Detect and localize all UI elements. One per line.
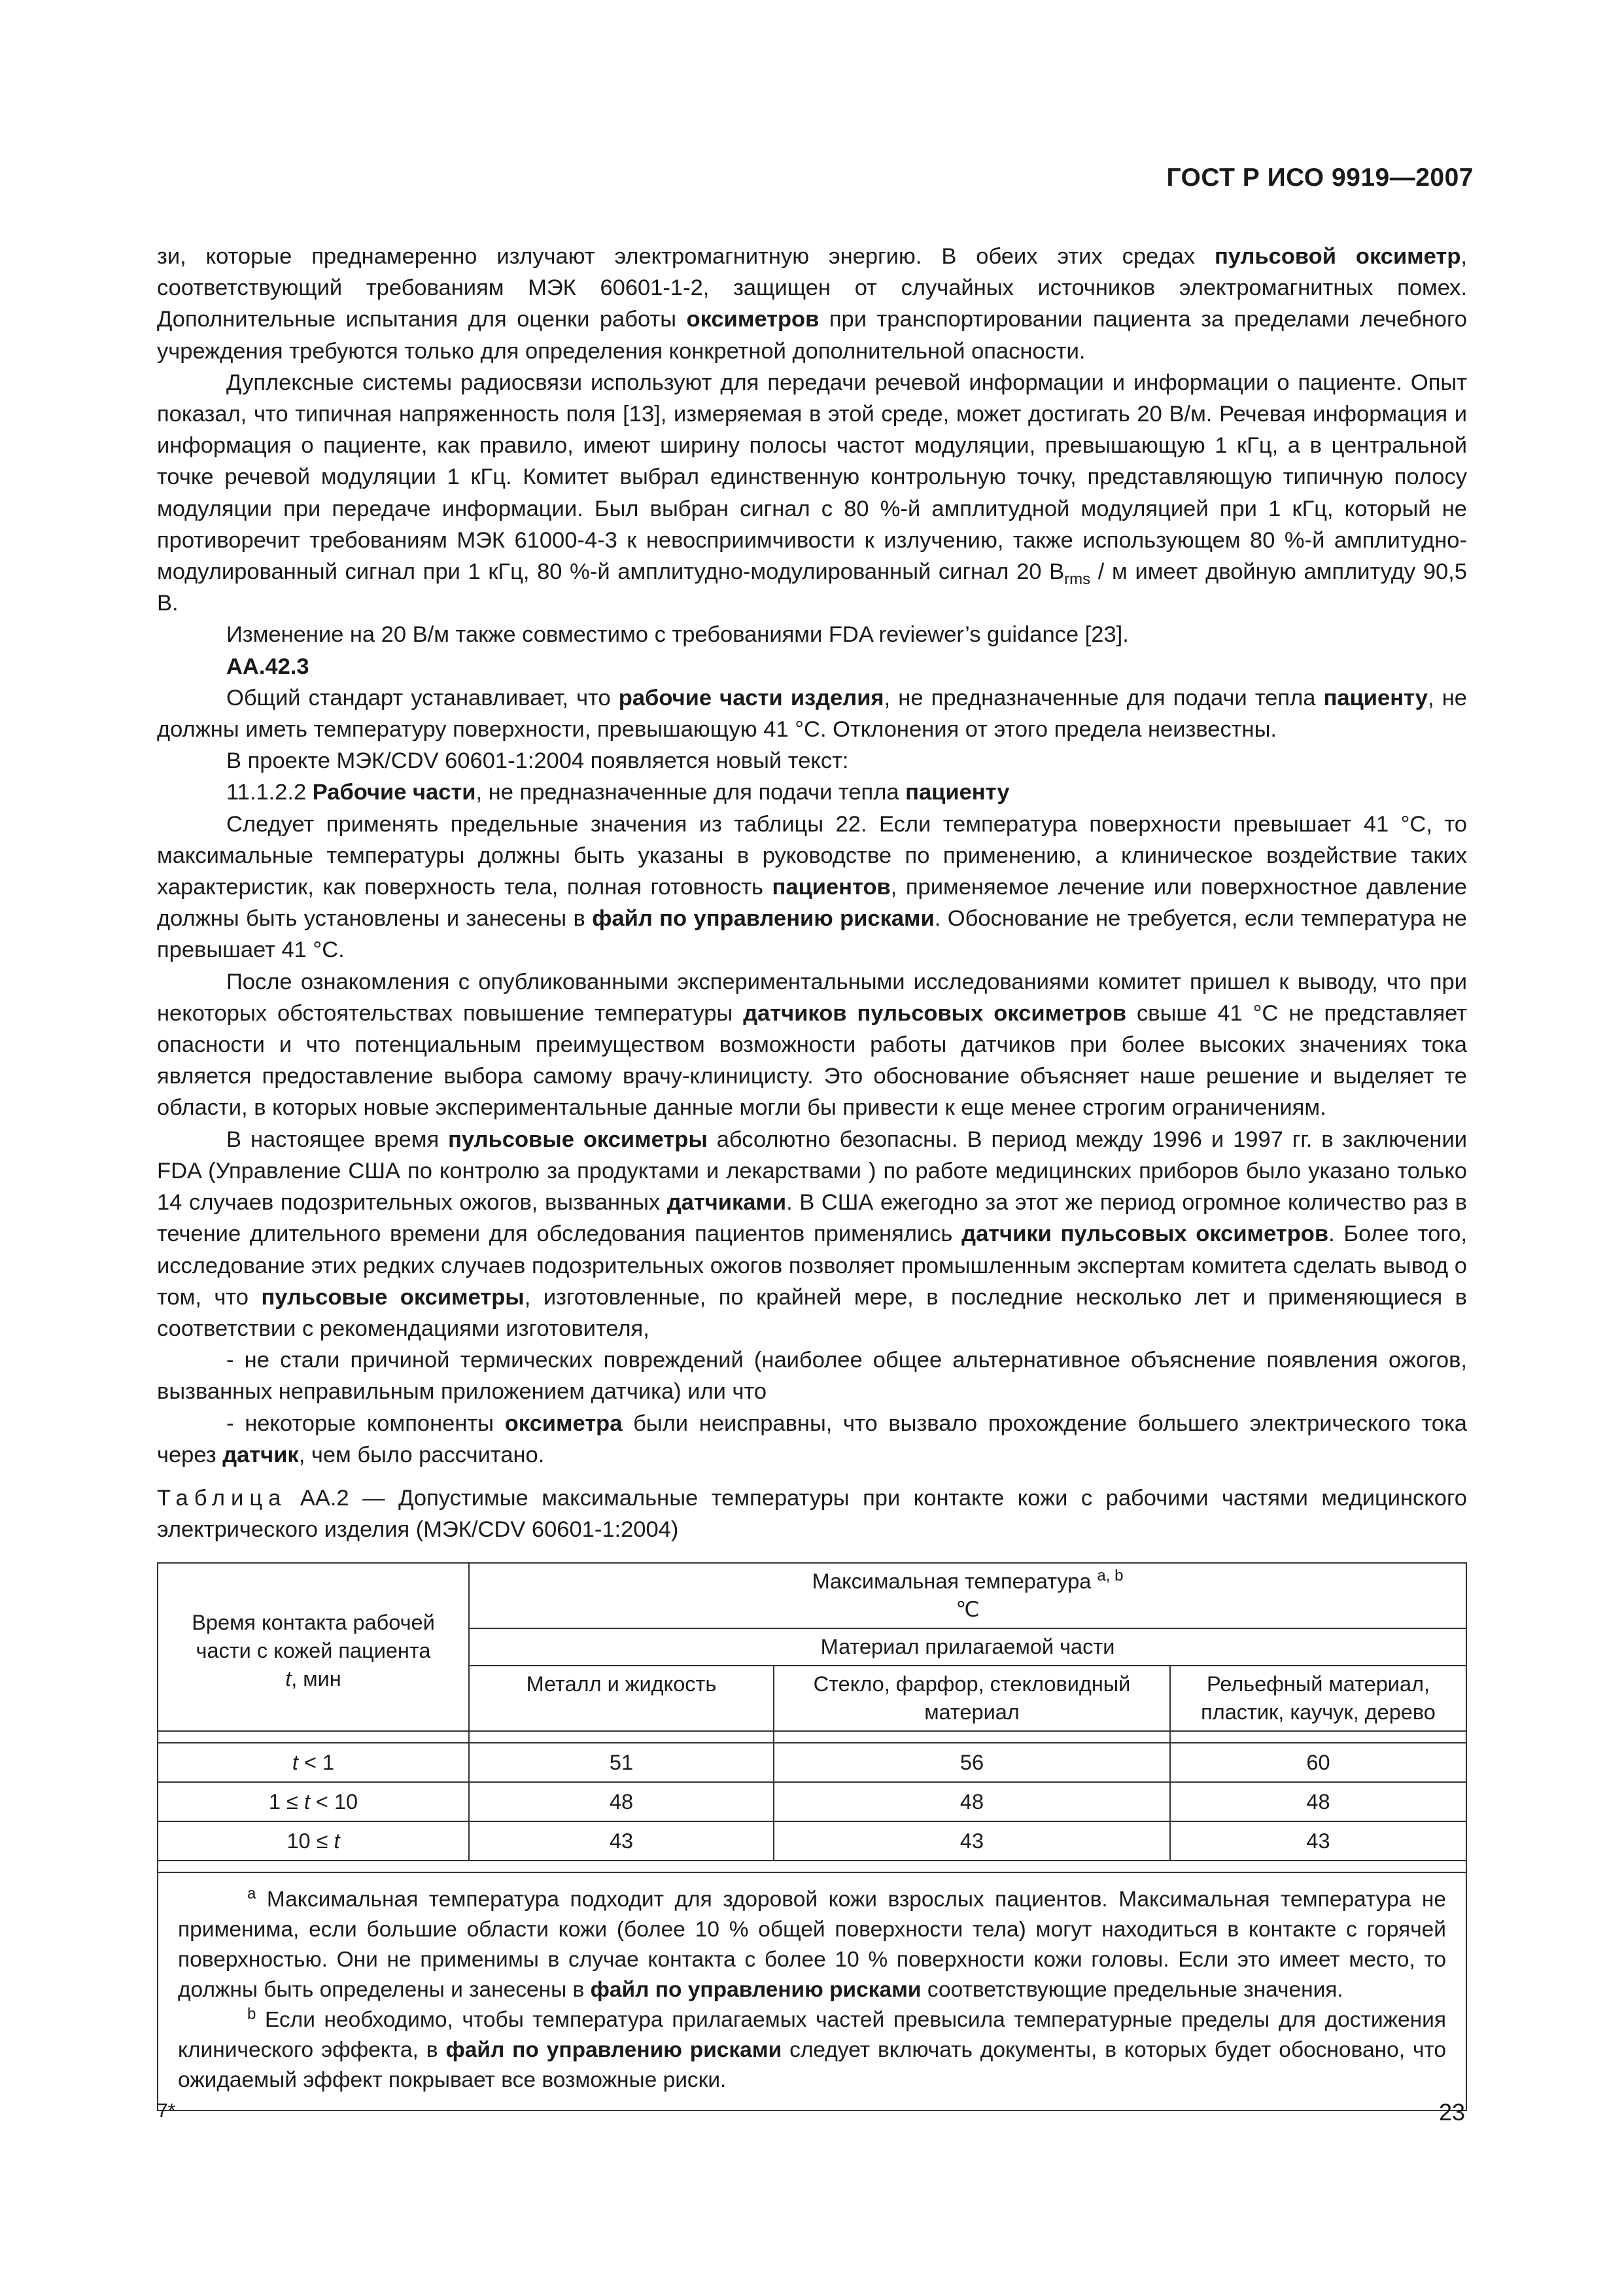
section-heading <box>157 651 1467 682</box>
text-run: В настоящее время <box>226 1127 449 1152</box>
text-run: , применяемое лечение или поверхностное давление должны быть установлены и занесены в <box>157 875 1467 932</box>
text-run: - некоторые компоненты <box>226 1410 505 1436</box>
table-row <box>158 1782 1466 1821</box>
cond-cell: t < 1 <box>158 1743 469 1782</box>
bold-term: датчик <box>222 1442 299 1467</box>
text-run: - не стали причиной термических повреждений (наиболее общее альтернативное объяснение появления ожогов, вызванных неправильным приложением датчика) или что <box>157 1348 1467 1405</box>
bold-term: рабочие части изделия <box>618 685 884 710</box>
text-run: Дуплексные системы радиосвязи используют для передачи речевой информации и информации о пациенте. Опыт показал, что типичная напряженность поля [13], измеряемая в этой среде, может достигать 20 В/м. Речевая информация и информация о пациенте, как правило, имеют ширину полосы частот модуляции, превышающую 1 кГц, а в центральной точке речевой модуляции 1 кГц. Комитет выбрал единственную контрольную точку, представляющую типичную полосу модуляции при передаче информации. Был выбран сигнал с 80 %-й амплитудной модуляцией при 1 кГц, который не противоречит требованиям МЭК 61000-4-3 к невосприимчивости к излучению, также использующем 80 %-й амплитудно-модулированный сигнал при 1 кГц, 80 %-й амплитудно-модулированный сигнал 20 В <box>157 370 1467 585</box>
text-run: АА.42.3 <box>226 654 309 679</box>
text-run: зи, которые преднамеренно излучают электромагнитную энергию. В обеих этих средах <box>157 244 1215 269</box>
text-run: В проекте МЭК/CDV 60601-1:2004 появляется новый текст: <box>226 748 849 774</box>
text-run: 11.1.2.2 <box>226 780 313 805</box>
text-run: . Более того, исследование этих редких случаев подозрительных ожогов позволяет промышленным экспертам комитета сделать вывод о том, что <box>157 1221 1467 1310</box>
text-run: , не предназначенные для подачи тепла <box>884 685 1324 710</box>
bold-term: файл по управлению рисками <box>445 2038 782 2063</box>
text-run: были неисправны, что вызвало прохождение большего электрического тока через <box>157 1410 1467 1467</box>
bold-term: датчиками <box>666 1190 787 1216</box>
value-cell: 60 <box>1170 1743 1466 1782</box>
bold-term: оксиметров <box>686 307 820 332</box>
cond-cell: 10 ≤ t <box>158 1821 469 1861</box>
temperature-table <box>157 1562 1467 2111</box>
bold-term: Рабочие части <box>312 780 476 805</box>
subscript: rms <box>1064 570 1091 588</box>
text-run: соответствующие предельные значения. <box>921 1978 1343 2003</box>
text-run: Общий стандарт устанавливает, что <box>226 685 619 710</box>
bold-term: файл по управлению рисками <box>590 1978 922 2003</box>
table-row <box>158 1743 1466 1782</box>
text-run: , изготовленные, по крайней мере, в последние несколько лет и применяющиеся в соответствии с рекомендациями изготовителя, <box>157 1284 1468 1341</box>
table-caption <box>157 1482 1467 1545</box>
text-run: Изменение на 20 В/м также совместимо с требованиями FDA reviewer’s guidance [23]. <box>226 622 1129 648</box>
cond-cell: 1 ≤ t < 10 <box>158 1782 469 1821</box>
value-cell: 48 <box>1170 1782 1466 1821</box>
text-run: . Обоснование не требуется, если температура не превышает 41 °С. <box>157 906 1467 963</box>
text-run: , соответствующий требованиям МЭК 60601-1-2, защищен от случайных источников электромагнитных помех. Дополнительные испытания для оценки работы <box>157 244 1467 332</box>
table-caption-label: Таблица <box>157 1485 287 1511</box>
text-run: Следует применять предельные значения из таблицы 22. Если температура поверхности превышает 41 °С, то максимальные температуры должны быть указаны в руководстве по применению, а клиническое воздействие таких характеристик, как поверхность тела, полная готовность <box>157 811 1467 900</box>
superscript: b <box>247 2005 256 2023</box>
bold-term: пульсовые оксиметры <box>261 1284 525 1310</box>
value-cell: 51 <box>469 1743 774 1782</box>
paragraph <box>157 745 1467 777</box>
bold-term: пациенту <box>1323 685 1428 710</box>
text-run: Если необходимо, чтобы температура прилагаемых частей превысила температурные пределы для достижения клинического эффекта, в <box>178 2008 1446 2063</box>
value-cell: 43 <box>469 1821 774 1861</box>
text-run: свыше 41 °С не представляет опасности и что потенциальным преимуществом возможности работы датчиков при более высоких значениях тока является предоставление выбора самому врачу-клиницисту. Это обоснование объясняет наше решение и выделяет те области, в которых новые экспериментальные данные могли бы привести к еще менее строгим ограничениям. <box>157 1000 1468 1121</box>
text-run: , чем было рассчитано. <box>298 1442 545 1467</box>
value-cell: 56 <box>774 1743 1170 1782</box>
bold-term: датчики пульсовых оксиметров <box>961 1221 1329 1247</box>
header-material: Материал прилагаемой части <box>469 1628 1466 1666</box>
paragraph <box>157 241 1467 367</box>
text-run: . В США ежегодно за этот же период огромное количество раз в течение длительного времени для обследования пациентов применялись <box>157 1190 1467 1247</box>
bold-term: пульсовой оксиметр <box>1214 244 1461 269</box>
document-id: ГОСТ Р ИСО 9919—2007 <box>1166 164 1474 192</box>
page-number: 23 <box>1438 2099 1465 2126</box>
text-run: абсолютно безопасны. В период между 1996 и 1997 гг. в заключении FDA (Управление США по контролю за продуктами и лекарствами ) по работе медицинских приборов было указано только 14 случаев подозрительных ожогов, вызванных <box>157 1127 1468 1216</box>
header-max-temperature: Максимальная температура $^{a, b}$ ℃ <box>469 1563 1466 1628</box>
header-material-metal: Металл и жидкость <box>469 1666 774 1731</box>
header-material-plastic: Рельефный материал, пластик, каучук, дерево <box>1170 1666 1466 1731</box>
text-run: при транспортировании пациента за пределами лечебного учреждения требуются только для определения конкретной дополнительной опасности. <box>157 307 1467 364</box>
value-cell: 43 <box>1170 1821 1466 1861</box>
bold-term: датчиков пульсовых оксиметров <box>743 1000 1127 1026</box>
paragraph <box>157 809 1467 966</box>
header-contact-time: Время контакта рабочей части с кожей пациента t, мин <box>158 1563 469 1731</box>
bold-term: пациенту <box>905 780 1010 805</box>
note-b <box>178 2005 1446 2095</box>
note-a <box>178 1885 1446 2005</box>
list-item <box>157 1408 1467 1471</box>
text-run: , не должны иметь температуру поверхности, превышающую 41 °С. Отклонения от этого предела неизвестны. <box>157 685 1467 743</box>
value-cell: 48 <box>774 1782 1170 1821</box>
list-item <box>157 1344 1467 1407</box>
superscript: a <box>247 1885 256 1903</box>
value-cell: 43 <box>774 1821 1170 1861</box>
bold-term: пациентов <box>772 875 891 900</box>
value-cell: 48 <box>469 1782 774 1821</box>
bold-term: файл по управлению рисками <box>592 906 935 932</box>
paragraph <box>157 1124 1467 1344</box>
paragraph <box>157 367 1467 620</box>
body-text <box>157 241 1467 2111</box>
text-run: следует включать документы, в которых будет обосновано, что ожидаемый эффект покрывает все возможные риски. <box>178 2038 1446 2093</box>
quoted-clause-title <box>157 777 1467 808</box>
bold-term: пульсовые оксиметры <box>448 1127 708 1152</box>
table-notes <box>158 1872 1466 2111</box>
table-row <box>158 1821 1466 1861</box>
text-run: , не предназначенные для подачи тепла <box>475 780 906 805</box>
paragraph <box>157 619 1467 650</box>
paragraph <box>157 682 1467 745</box>
table-caption-text: АА.2 — Допустимые максимальные температуры при контакте кожи с рабочими частями медицинского электрического изделия (МЭК/CDV 60601-1:2004) <box>157 1485 1467 1543</box>
bold-term: оксиметра <box>504 1410 623 1436</box>
text-run: После ознакомления с опубликованными экспериментальными исследованиями комитет пришел к выводу, что при некоторых обстоятельствах повышение температуры <box>157 969 1467 1026</box>
text-run: / м имеет двойную амплитуду 90,5 В. <box>157 559 1467 616</box>
text-run: Максимальная температура подходит для здоровой кожи взрослых пациентов. Максимальная температура не применима, если большие области кожи (более 10 % общей поверхности тела) могут находиться в контакте с горячей поверхностью. Они не применимы в случае контакта с более 10 % поверхности кожи головы. Если это имеет место, то должны быть определены и занесены в <box>178 1887 1446 2003</box>
footer-sheet-mark: 7* <box>157 2100 176 2122</box>
header-material-glass: Стекло, фарфор, стекловидный материал <box>774 1666 1170 1731</box>
paragraph <box>157 966 1467 1124</box>
